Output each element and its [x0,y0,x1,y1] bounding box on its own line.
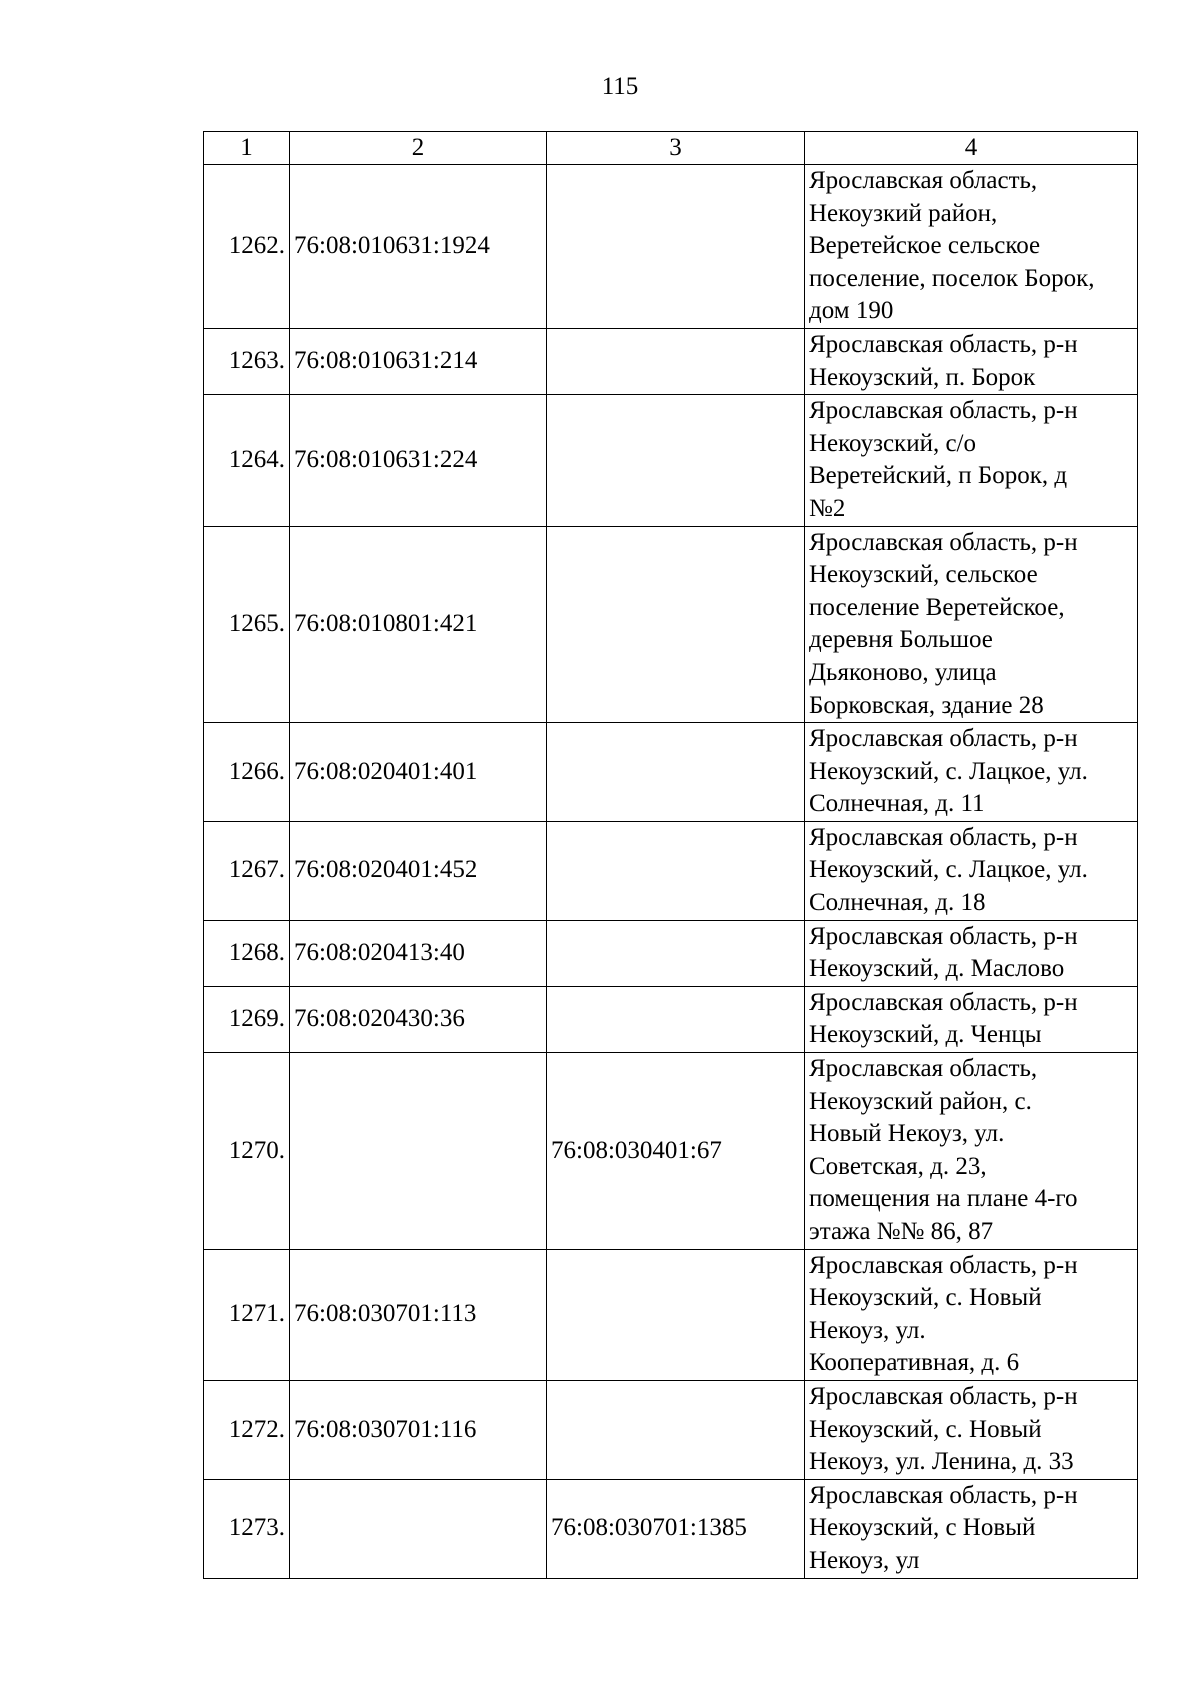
row-number-cell: 1268. [204,920,290,986]
premises-cadastral-number-cell [547,821,805,920]
premises-cadastral-number-cell [547,1380,805,1479]
column-header-4: 4 [805,132,1138,165]
address-cell: Ярославская область, р-н Некоузский, с. Новый Некоуз, ул. Ленина, д. 33 [805,1380,1138,1479]
address-cell: Ярославская область, Некоузкий район, Веретейское сельское поселение, поселок Борок, дом 190 [805,165,1138,329]
address-cell: Ярославская область, р-н Некоузский, сельское поселение Веретейское, деревня Большое Дьяконово, улица Борковская, здание 28 [805,526,1138,723]
cadastral-number-cell: 76:08:020401:401 [290,723,547,822]
premises-cadastral-number-cell [547,986,805,1052]
table-row [204,526,1138,723]
cadastral-number-cell [290,1479,547,1578]
column-header-2: 2 [290,132,547,165]
address-cell: Ярославская область, р-н Некоузский, д. Маслово [805,920,1138,986]
row-number-cell: 1273. [204,1479,290,1578]
row-number-cell: 1271. [204,1249,290,1380]
premises-cadastral-number-cell [547,165,805,329]
table-row [204,1053,1138,1250]
premises-cadastral-number-cell [547,723,805,822]
row-number-cell: 1265. [204,526,290,723]
address-cell: Ярославская область, р-н Некоузский, д. Ченцы [805,986,1138,1052]
table-row [204,821,1138,920]
address-cell: Ярославская область, Некоузский район, с. Новый Некоуз, ул. Советская, д. 23, помещения на плане 4-го этажа №№ 86, 87 [805,1053,1138,1250]
row-number-cell: 1267. [204,821,290,920]
table-row [204,1479,1138,1578]
address-cell: Ярославская область, р-н Некоузский, с Новый Некоуз, ул [805,1479,1138,1578]
premises-cadastral-number-cell [547,1249,805,1380]
premises-cadastral-number-cell [547,920,805,986]
cadastral-number-cell: 76:08:010631:224 [290,395,547,526]
table-row [204,165,1138,329]
cadastral-number-cell: 76:08:020401:452 [290,821,547,920]
cadastral-number-cell: 76:08:030701:116 [290,1380,547,1479]
premises-cadastral-number-cell: 76:08:030701:1385 [547,1479,805,1578]
row-number-cell: 1263. [204,328,290,394]
cadastral-number-cell: 76:08:010631:214 [290,328,547,394]
row-number-cell: 1264. [204,395,290,526]
address-cell: Ярославская область, р-н Некоузский, с. Новый Некоуз, ул. Кооперативная, д. 6 [805,1249,1138,1380]
table-row [204,328,1138,394]
row-number-cell: 1262. [204,165,290,329]
table-row [204,723,1138,822]
column-header-3: 3 [547,132,805,165]
table-header-row [204,132,1138,165]
row-number-cell: 1270. [204,1053,290,1250]
cadastral-number-cell: 76:08:010631:1924 [290,165,547,329]
property-registry-table [203,131,1138,1579]
page-number: 115 [601,73,639,100]
table-row [204,986,1138,1052]
cadastral-number-cell: 76:08:020430:36 [290,986,547,1052]
column-header-1: 1 [204,132,290,165]
premises-cadastral-number-cell [547,395,805,526]
cadastral-number-cell [290,1053,547,1250]
row-number-cell: 1272. [204,1380,290,1479]
premises-cadastral-number-cell [547,328,805,394]
premises-cadastral-number-cell [547,526,805,723]
address-cell: Ярославская область, р-н Некоузский, с/о Веретейский, п Борок, д №2 [805,395,1138,526]
table-row [204,1249,1138,1380]
cadastral-number-cell: 76:08:010801:421 [290,526,547,723]
address-cell: Ярославская область, р-н Некоузский, с. Лацкое, ул. Солнечная, д. 11 [805,723,1138,822]
table-row [204,395,1138,526]
cadastral-number-cell: 76:08:020413:40 [290,920,547,986]
row-number-cell: 1266. [204,723,290,822]
table-row [204,920,1138,986]
premises-cadastral-number-cell: 76:08:030401:67 [547,1053,805,1250]
address-cell: Ярославская область, р-н Некоузский, п. Борок [805,328,1138,394]
row-number-cell: 1269. [204,986,290,1052]
table-row [204,1380,1138,1479]
address-cell: Ярославская область, р-н Некоузский, с. Лацкое, ул. Солнечная, д. 18 [805,821,1138,920]
cadastral-number-cell: 76:08:030701:113 [290,1249,547,1380]
